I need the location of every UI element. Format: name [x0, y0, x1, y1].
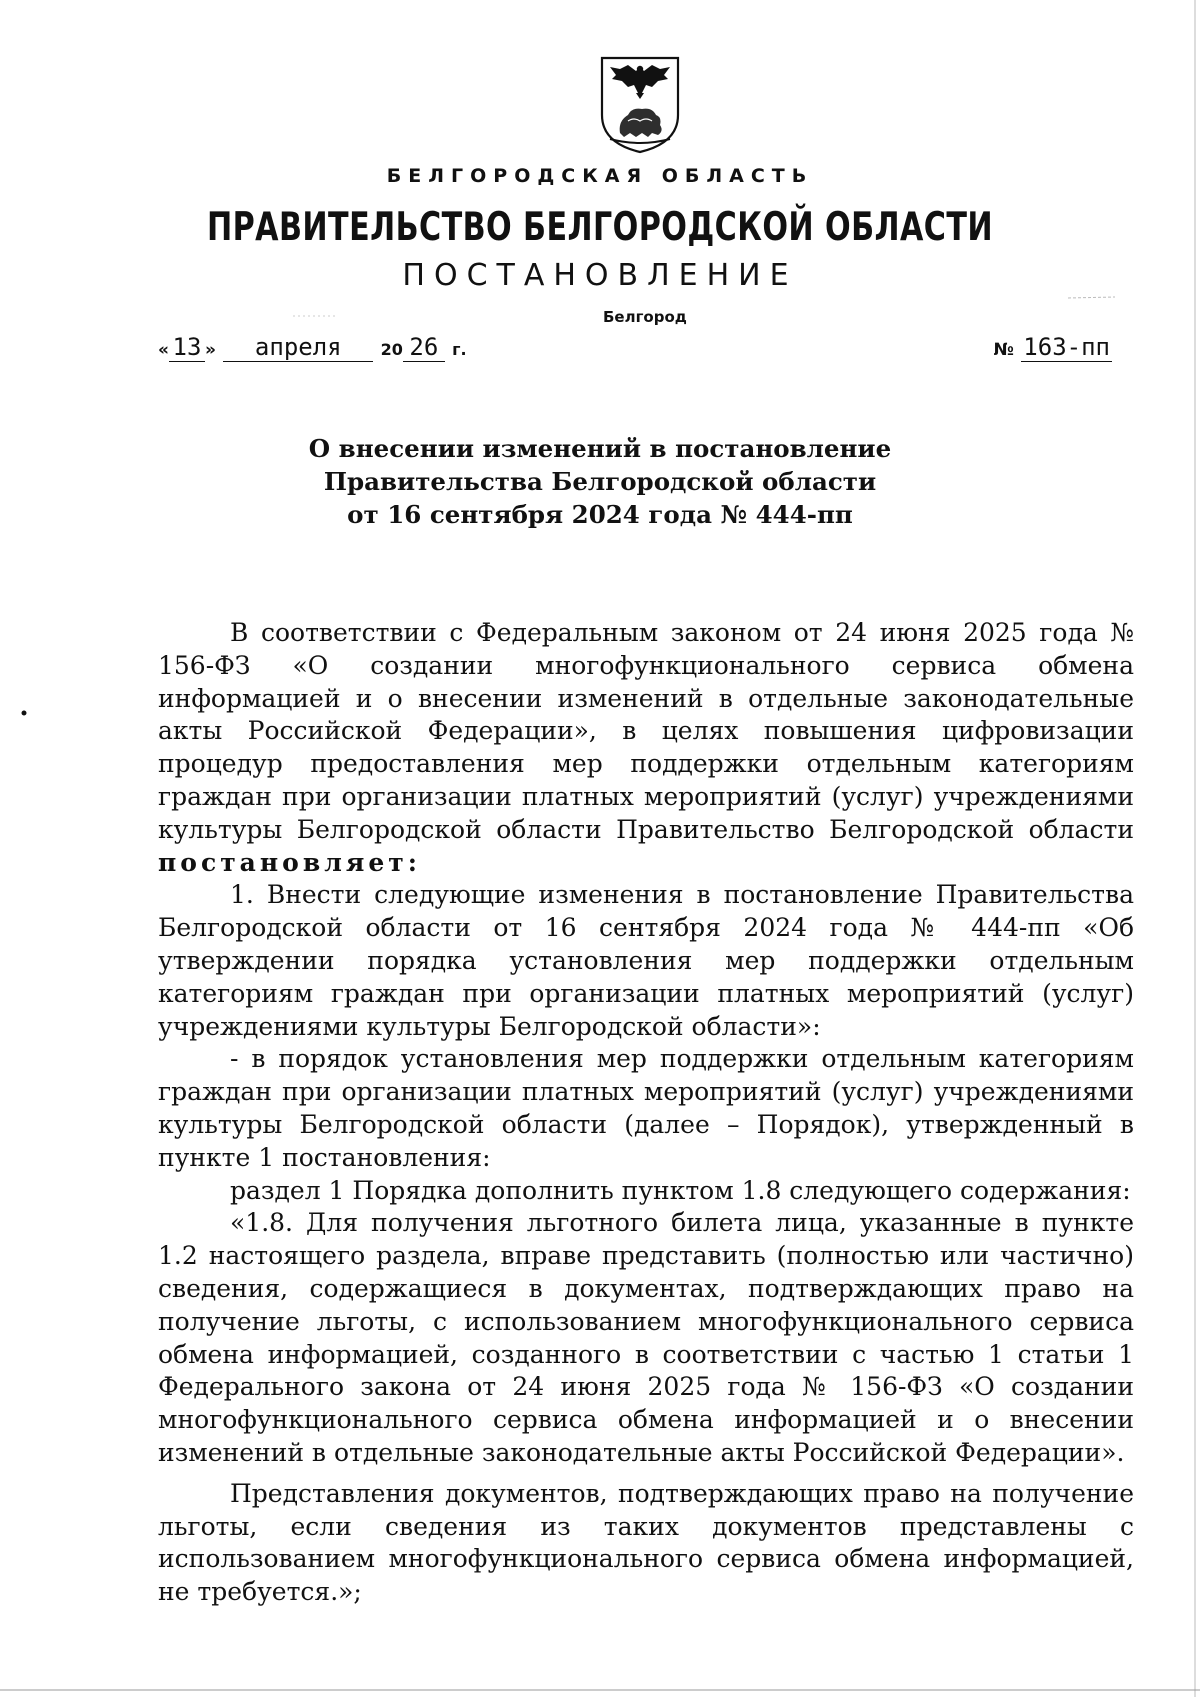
city-name: Белгород	[603, 308, 687, 326]
number-label: №	[993, 340, 1014, 360]
date-close-quote: »	[204, 340, 216, 360]
date-year-suffix: 26	[403, 333, 445, 362]
title-line-1: О внесении изменений в постановление	[308, 434, 892, 463]
paragraph-preamble	[158, 617, 1134, 879]
date-year-abbr: г.	[452, 340, 467, 359]
document-title	[0, 432, 1200, 531]
government-name: ПРАВИТЕЛЬСТВО БЕЛГОРОДСКОЙ ОБЛАСТИ	[206, 205, 994, 250]
date-month: апреля	[223, 333, 373, 362]
paragraph-item-1: 1. Внести следующие изменения в постановление Правительства Белгородской области от 16 сентября 2024 года № 444-пп «Об утверждении порядка установления мер поддержки отдельным категориям граждан при организации платных мероприятий (услуг) учреждениями культуры Белгородской области»:	[158, 880, 1134, 1041]
paragraph-clause-1-8: «1.8. Для получения льготного билета лица, указанные в пункте 1.2 настоящего раздела, вправе представить (полностью или частично) сведения, содержащиеся в документах, подтверждающих право на получение льготы, с использованием многофункционального сервиса обмена информацией, созданного в соответствии с частью 1 статьи 1 Федерального закона от 24 июня 2025 года № 156-ФЗ «О создании многофункционального сервиса обмена информацией и о внесении изменений в отдельные законодательные акты Российской Федерации».	[158, 1208, 1134, 1467]
title-line-2: Правительства Белгородской области	[323, 467, 877, 496]
region-name: БЕЛГОРОДСКАЯ ОБЛАСТЬ	[386, 165, 814, 187]
title-line-3: от 16 сентября 2024 года № 444-пп	[347, 500, 853, 529]
paragraph-documents-not-required: Представления документов, подтверждающих право на получение льготы, если сведения из таких документов представлены с использованием многофункционального сервиса обмена информацией, не требуется.»;	[158, 1478, 1134, 1607]
date-day: 13	[169, 333, 205, 362]
document-number	[994, 333, 1112, 362]
belgorod-coat-of-arms-icon	[598, 55, 682, 155]
preamble-text: В соответствии с Федеральным законом от 24 июня 2025 года № 156-ФЗ «О создании многофункционального сервиса обмена информацией и о внесении изменений в отдельные законодательные акты Российской Федерации», в целях повышения цифровизации процедур предоставления мер поддержки отдельным категориям граждан при организации платных мероприятий (услуг) учреждениями культуры Белгородской области Правительство Белгородской области	[158, 618, 1134, 844]
date-open-quote: «	[158, 340, 169, 360]
document-type: ПОСТАНОВЛЕНИЕ	[402, 258, 798, 293]
document-date	[158, 333, 467, 362]
document-body	[158, 617, 1134, 1609]
decree-word: постановляет:	[158, 847, 421, 877]
paragraph-order-change: - в порядок установления мер поддержки отдельным категориям граждан при организации платных мероприятий (услуг) учреждениями культуры Белгородской области (далее – Порядок), утвержденный в пункте 1 постановления:	[158, 1044, 1134, 1172]
date-year-prefix: 20	[380, 340, 403, 359]
paragraph-section-addition: раздел 1 Порядка дополнить пунктом 1.8 следующего содержания:	[230, 1175, 1131, 1205]
number-value: 163-пп	[1023, 333, 1110, 361]
